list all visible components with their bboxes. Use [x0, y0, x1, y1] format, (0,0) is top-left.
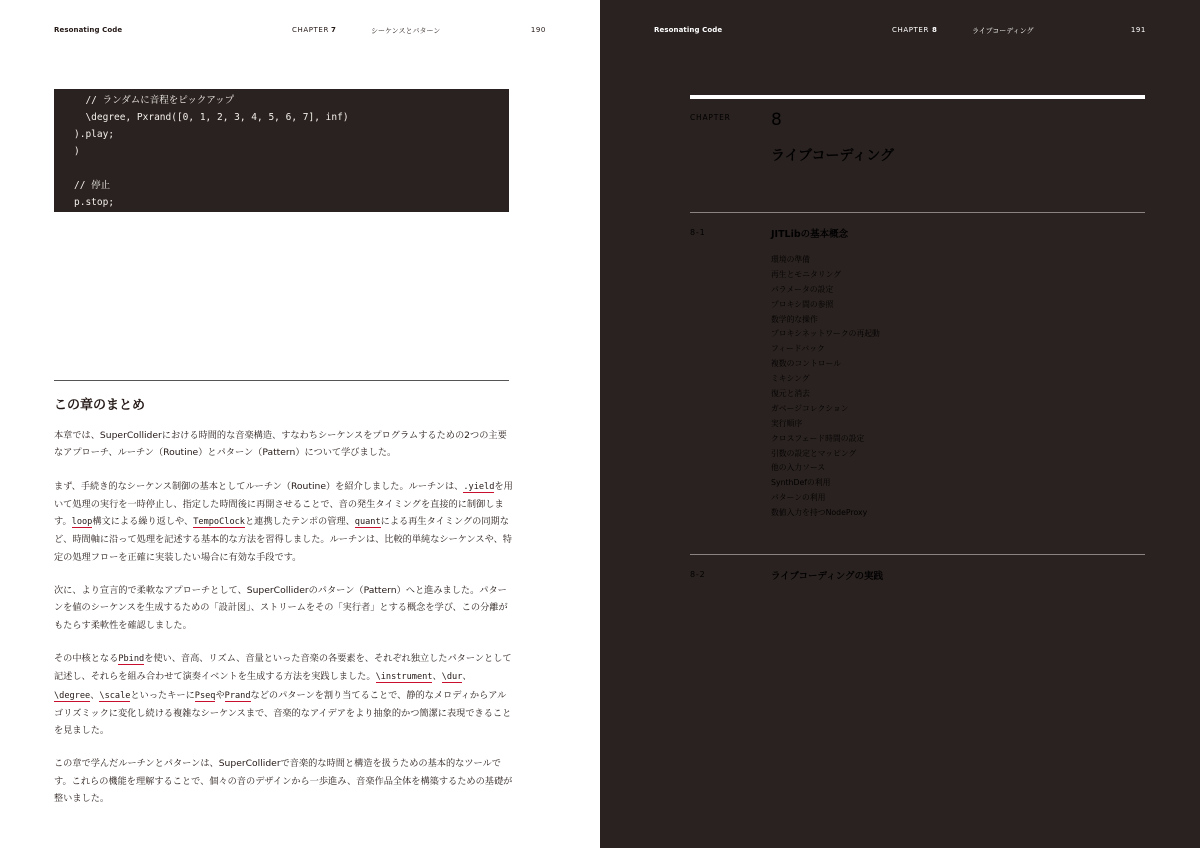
inline-code: TempoClock: [193, 517, 245, 528]
toc-item[interactable]: パラメータの設定: [771, 284, 834, 294]
summary-title: この章のまとめ: [54, 398, 146, 413]
summary-paragraph-1: 本章では、SuperColliderにおける時間的な音楽構造、すなわちシーケンスをプログラムするための2つの主要なアプローチ、ルーチン（Routine）とパターン（Pattern）について学びました。: [54, 430, 507, 459]
summary-paragraph-2: まず、手続き的なシーケンス制御の基本としてルーチン（Routine）を紹介しました。ルーチンは、.yieldを用いて処理の実行を一時停止し、指定した時間後に再開させることで、音の発生タイミングを直接的に制御します。loop構文による繰り返しや、TempoClockと連携したテンポの管理、quantによる再生タイミングの同期など、時間軸に沿って処理を記述する基本的な方法を習得しました。ルーチンは、比較的単純なシーケンスや、特定の処理フローを正確に実装したい場合に有効な手段です。: [54, 480, 513, 563]
section-number: 8-1: [690, 228, 706, 237]
book-title: Resonating Code: [54, 26, 123, 34]
toc-item[interactable]: 再生とモニタリング: [771, 269, 842, 279]
toc-item[interactable]: クロスフェード時間の設定: [771, 433, 865, 443]
toc-item[interactable]: プロキシ間の参照: [771, 299, 834, 309]
inline-code: Pbind: [118, 653, 145, 664]
summary-paragraph-5: この章で学んだルーチンとパターンは、SuperColliderで音楽的な時間と構造を扱うための基本的なツールです。これらの機能を理解することで、個々の音のデザインから一歩進み、音楽作品全体を構築するための基礎が整いました。: [54, 758, 513, 805]
section-divider: [54, 380, 509, 381]
inline-code: loop: [71, 517, 93, 528]
summary-paragraph-3: 次に、より宣言的で柔軟なアプローチとして、SuperColliderのパターン（Pattern）へと進みました。パターンを値のシーケンスを生成するための「設計図」、ストリームをその「実行者」とする概念を学び、この分離がもたらす柔軟性を確認しました。: [54, 585, 508, 631]
inline-code: \instrument: [375, 672, 433, 683]
summary-paragraph-4: その中核となるPbindを使い、音高、リズム、音量といった音楽の各要素を、それぞれ独立したパターンとして記述し、それらを組み合わせて演奏イベントを生成する方法を実践しました。\instrument、\dur、\degree、\scaleといったキーにPseqやPrandなどのパターンを割り当てることで、静的なメロディからアルゴリズミックに変化し続ける複雑なシーケンスまで、音楽的なアイデアをより抽象的かつ簡潔に表現できることを見ました。: [54, 652, 512, 737]
toc-item[interactable]: 実行順序: [771, 418, 803, 428]
header-chapter-number: 8: [932, 26, 937, 34]
toc-item[interactable]: 復元と消去: [771, 389, 810, 399]
section-divider: [690, 554, 1145, 555]
section-number: 8-2: [690, 570, 706, 579]
toc-item[interactable]: 複数のコントロール: [771, 359, 842, 369]
code-line: p.stop;: [74, 197, 115, 208]
toc-item[interactable]: 引数の設定とマッピング: [771, 448, 857, 458]
left-running-header: [54, 26, 546, 38]
toc-item[interactable]: フィードバック: [771, 344, 825, 354]
header-chapter-title: ライブコーディング: [972, 27, 1034, 35]
chapter-label: CHAPTER: [690, 113, 731, 122]
right-running-header: [654, 26, 1146, 38]
section-title: JITLibの基本概念: [771, 229, 849, 240]
inline-code: \degree: [54, 690, 91, 701]
code-line: // 停止: [74, 180, 111, 191]
chapter-top-rule: [690, 95, 1145, 99]
toc-item[interactable]: 他の入力ソース: [771, 463, 826, 473]
header-chapter-label: CHAPTER: [892, 26, 929, 34]
inline-code: \dur: [441, 672, 463, 683]
page-number: 191: [1130, 26, 1146, 34]
code-line: // ランダムに音程をピックアップ: [74, 95, 235, 106]
code-line: ).play;: [74, 129, 115, 140]
code-line: ): [74, 146, 80, 157]
summary-body: [54, 427, 514, 823]
book-title: Resonating Code: [654, 26, 723, 34]
section-divider: [690, 212, 1145, 213]
toc-item[interactable]: ミキシング: [771, 374, 810, 384]
right-page: [600, 0, 1200, 848]
section-title: ライブコーディングの実践: [771, 571, 884, 582]
code-block: [54, 89, 509, 212]
toc-item[interactable]: パターンの利用: [771, 493, 826, 503]
chapter-title: ライブコーディング: [771, 148, 895, 164]
inline-code: .yield: [463, 481, 495, 492]
toc-item[interactable]: プロキシネットワークの再起動: [771, 329, 880, 339]
code-line: [74, 160, 509, 177]
page-number: 190: [530, 26, 546, 34]
inline-code: \scale: [99, 690, 131, 701]
toc-item[interactable]: ガベージコレクション: [771, 403, 849, 413]
header-chapter-label: CHAPTER: [292, 26, 329, 34]
toc-item[interactable]: 環境の準備: [771, 255, 810, 264]
inline-code: Prand: [224, 690, 251, 701]
code-line: \degree, Pxrand([0, 1, 2, 3, 4, 5, 6, 7], inf): [74, 112, 349, 123]
inline-code: Pseq: [194, 690, 216, 701]
toc-item[interactable]: 数値入力を持つNodeProxy: [771, 508, 868, 518]
header-chapter-number: 7: [331, 26, 336, 34]
toc-item[interactable]: 数学的な操作: [771, 314, 818, 324]
toc-list: [771, 253, 880, 521]
inline-code: quant: [354, 517, 381, 528]
header-chapter-title: シーケンスとパターン: [371, 27, 441, 35]
chapter-number: 8: [771, 110, 782, 130]
toc-item[interactable]: SynthDefの利用: [771, 478, 831, 488]
